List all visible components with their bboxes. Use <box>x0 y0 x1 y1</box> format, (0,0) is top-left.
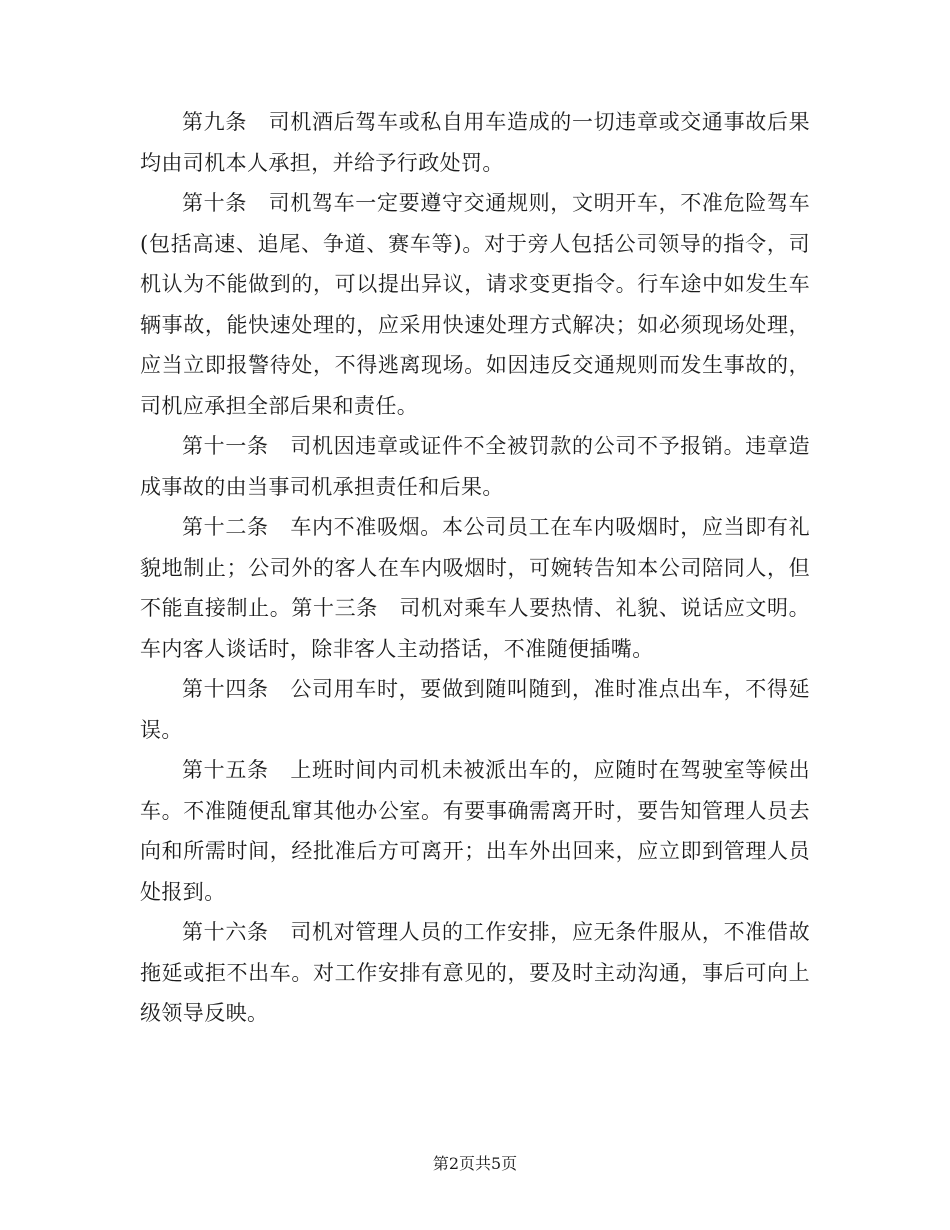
page-number-footer: 第2页共5页 <box>432 1154 518 1173</box>
article-11-paragraph: 第十一条 司机因违章或证件不全被罚款的公司不予报销。违章造成事故的由当事司机承担责任和后果。 <box>140 434 810 499</box>
article-16-paragraph: 第十六条 司机对管理人员的工作安排，应无条件服从，不准借故拖延或拒不出车。对工作安排有意见的，要及时主动沟通，事后可向上级领导反映。 <box>140 920 810 1025</box>
article-9-paragraph: 第九条 司机酒后驾车或私自用车造成的一切违章或交通事故后果均由司机本人承担，并给予行政处罚。 <box>140 110 810 175</box>
article-15-paragraph: 第十五条 上班时间内司机未被派出车的，应随时在驾驶室等候出车。不准随便乱窜其他办公室。有要事确需离开时，要告知管理人员去向和所需时间，经批准后方可离开；出车外出回来，应立即到管理人员处报到。 <box>140 758 810 904</box>
document-body <box>140 102 810 1034</box>
article-12-13-paragraph: 第十二条 车内不准吸烟。本公司员工在车内吸烟时，应当即有礼貌地制止；公司外的客人在车内吸烟时，可婉转告知本公司陪同人，但不能直接制止。第十三条 司机对乘车人要热情、礼貌、说话应文明。车内客人谈话时，除非客人主动搭话，不准随便插嘴。 <box>140 515 810 661</box>
article-14-paragraph: 第十四条 公司用车时，要做到随叫随到，准时准点出车，不得延误。 <box>140 677 810 742</box>
article-10-paragraph: 第十条 司机驾车一定要遵守交通规则，文明开车，不准危险驾车(包括高速、追尾、争道、赛车等)。对于旁人包括公司领导的指令，司机认为不能做到的，可以提出异议，请求变更指令。行车途中如发生车辆事故，能快速处理的，应采用快速处理方式解决；如必须现场处理，应当立即报警待处，不得逃离现场。如因违反交通规则而发生事故的，司机应承担全部后果和责任。 <box>140 191 810 418</box>
